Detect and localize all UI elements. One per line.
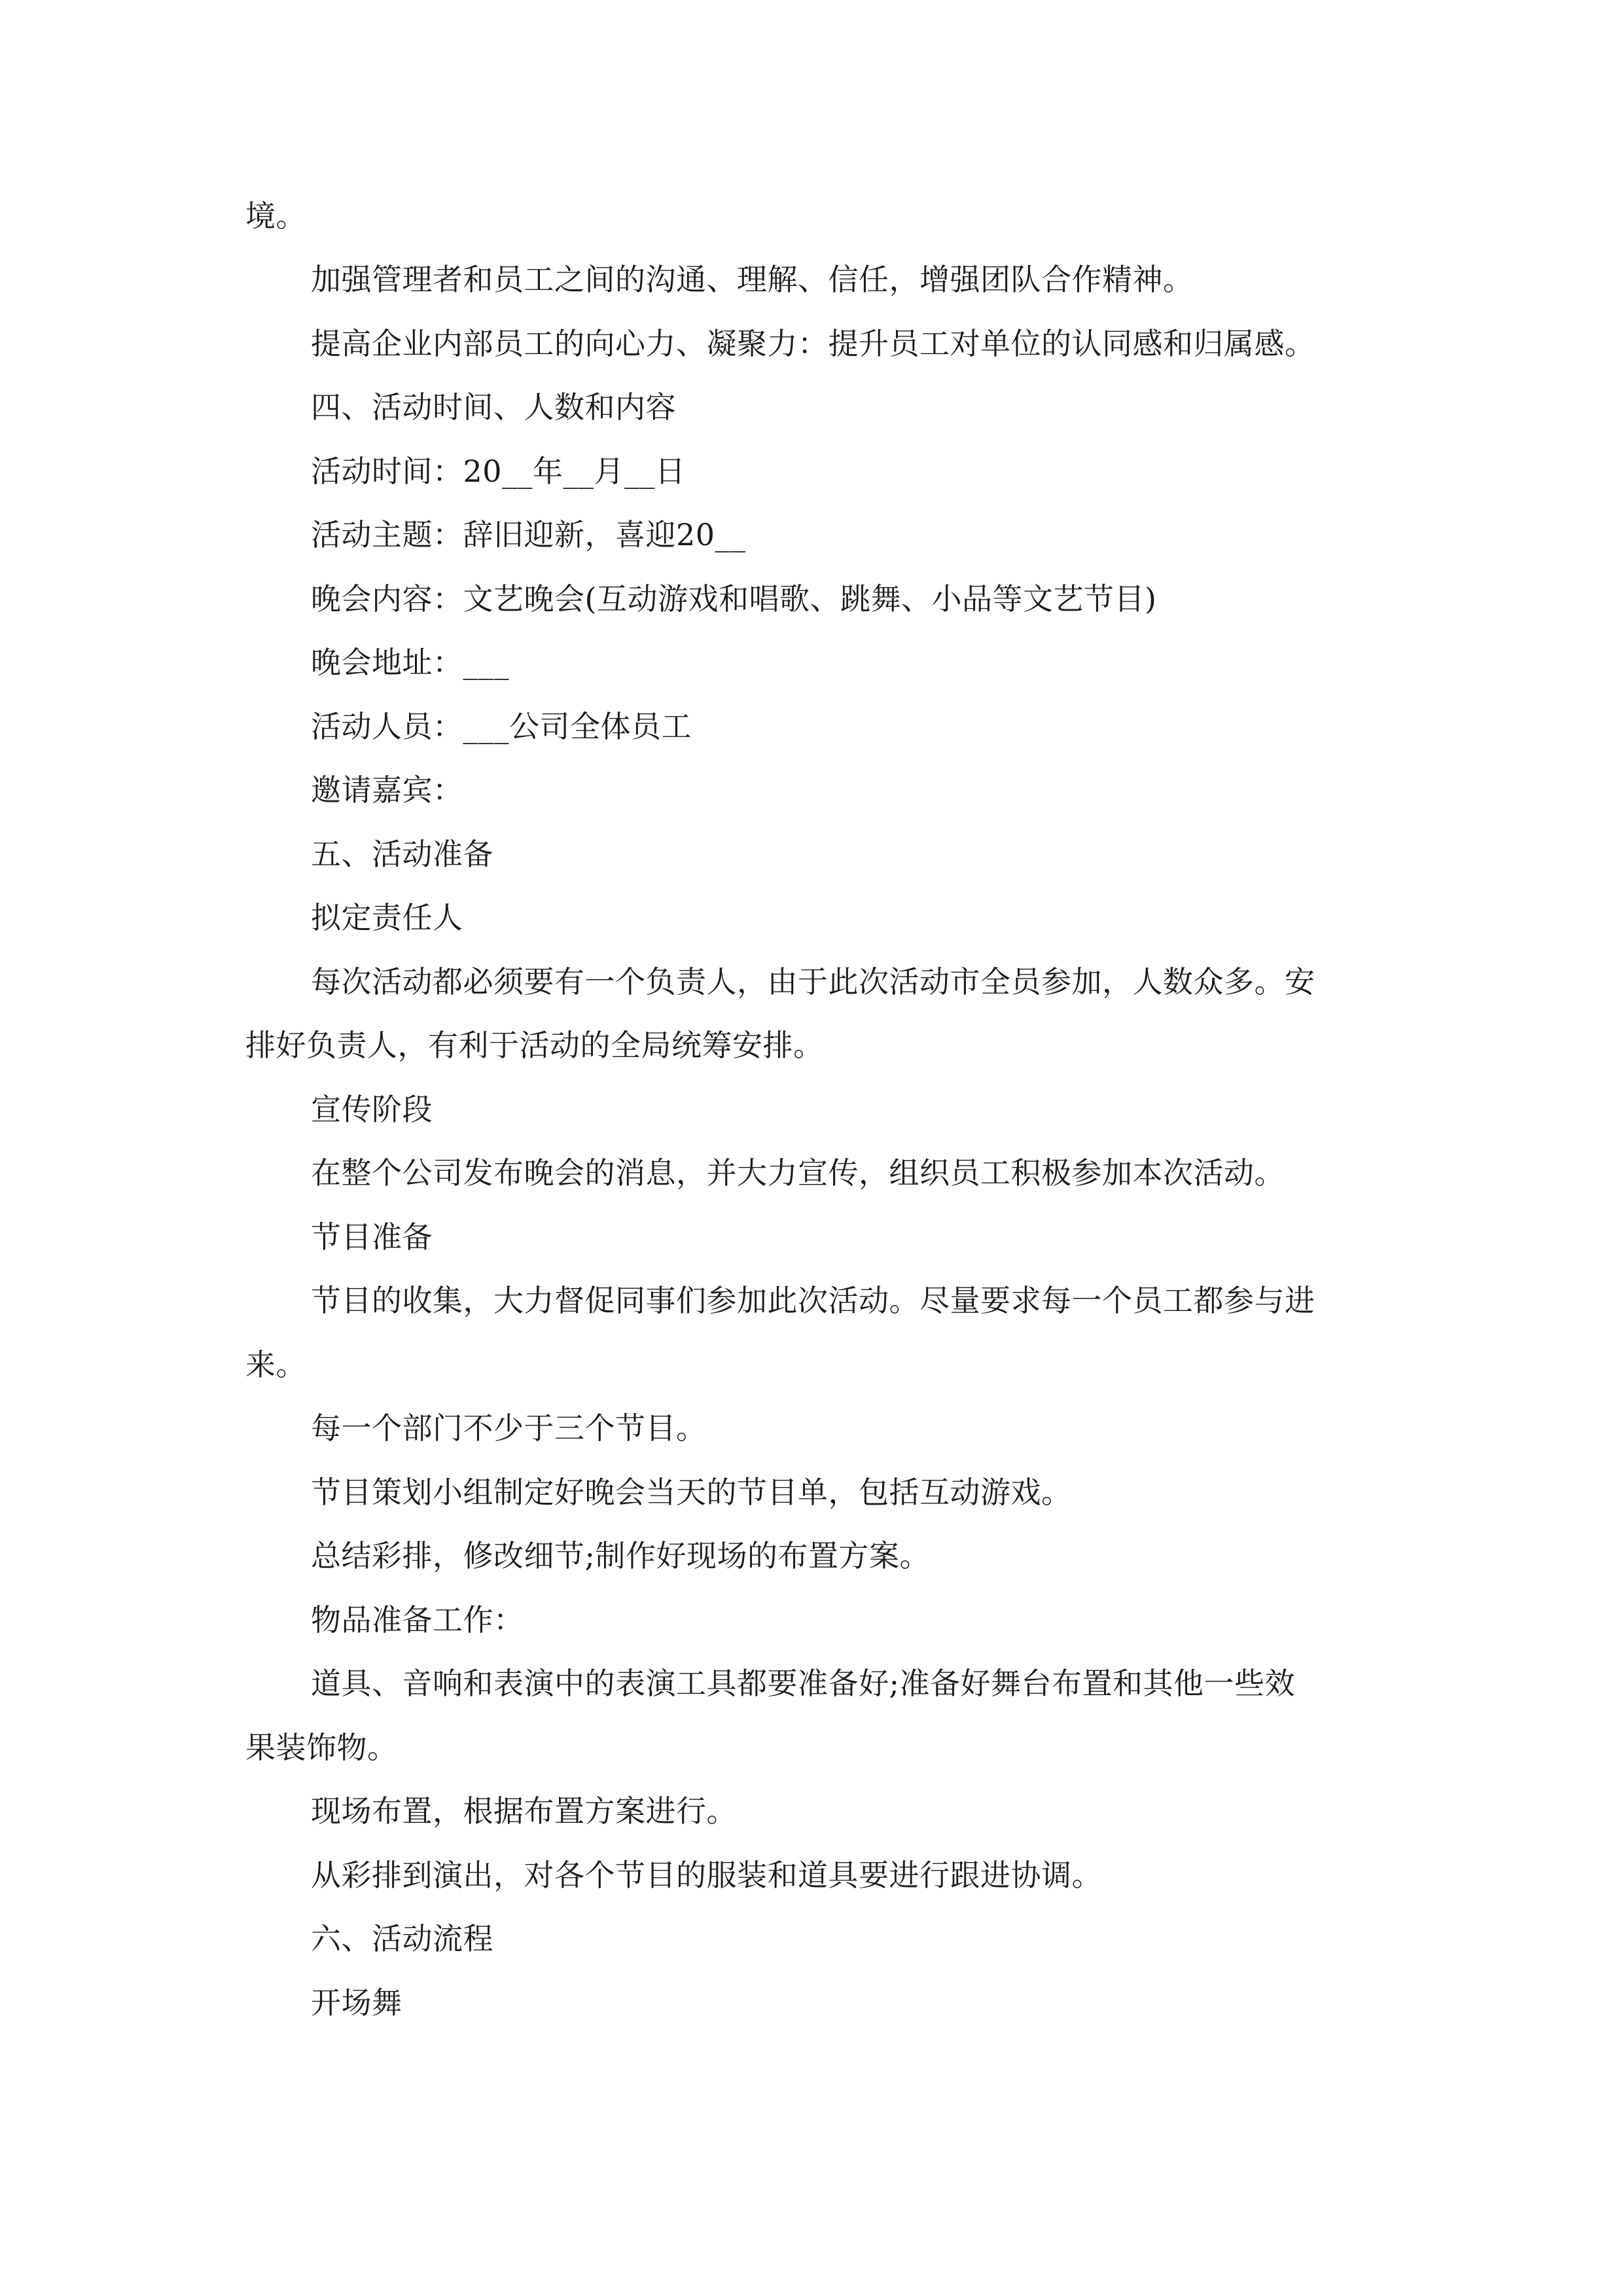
text-line: 宣传阶段 <box>311 1092 433 1127</box>
section-heading: 四、活动时间、人数和内容 <box>311 389 676 425</box>
text-line: 节目策划小组制定好晚会当天的节目单，包括互动游戏。 <box>311 1475 1072 1510</box>
text-line: 来。 <box>245 1347 306 1382</box>
text-line: 提高企业内部员工的向心力、凝聚力：提升员工对单位的认同感和归属感。 <box>311 326 1315 361</box>
text-line: 每一个部门不少于三个节目。 <box>311 1410 707 1446</box>
text-line: 开场舞 <box>311 1985 402 2020</box>
text-line: 活动主题：辞旧迎新，喜迎20__ <box>311 517 746 552</box>
text-line: 道具、音响和表演中的表演工具都要准备好;准备好舞台布置和其他一些效 <box>311 1666 1295 1701</box>
text-line: 晚会内容：文艺晚会(互动游戏和唱歌、跳舞、小品等文艺节目) <box>311 581 1157 617</box>
section-heading: 五、活动准备 <box>311 836 493 872</box>
text-line: 境。 <box>245 198 306 234</box>
section-heading: 六、活动流程 <box>311 1921 493 1956</box>
text-line: 物品准备工作： <box>311 1602 524 1638</box>
text-line: 活动时间：20__年__月__日 <box>311 454 686 489</box>
text-line: 晚会地址：___ <box>311 645 509 680</box>
text-line: 总结彩排，修改细节;制作好现场的布置方案。 <box>311 1538 930 1573</box>
text-line: 活动人员：___公司全体员工 <box>311 709 692 744</box>
text-line: 邀请嘉宾： <box>311 772 463 808</box>
text-line: 节目的收集，大力督促同事们参加此次活动。尽量要求每一个员工都参与进 <box>311 1283 1315 1318</box>
text-line: 加强管理者和员工之间的沟通、理解、信任，增强团队合作精神。 <box>311 262 1194 297</box>
text-line: 果装饰物。 <box>245 1730 398 1765</box>
text-line: 现场布置，根据布置方案进行。 <box>311 1793 737 1829</box>
text-line: 在整个公司发布晚会的消息，并大力宣传，组织员工积极参加本次活动。 <box>311 1155 1285 1191</box>
text-line: 拟定责任人 <box>311 900 463 935</box>
text-line: 节目准备 <box>311 1219 433 1255</box>
text-line: 从彩排到演出，对各个节目的服装和道具要进行跟进协调。 <box>311 1857 1102 1893</box>
text-line: 每次活动都必须要有一个负责人，由于此次活动市全员参加，人数众多。安 <box>311 964 1315 999</box>
text-line: 排好负责人，有利于活动的全局统筹安排。 <box>245 1028 824 1063</box>
